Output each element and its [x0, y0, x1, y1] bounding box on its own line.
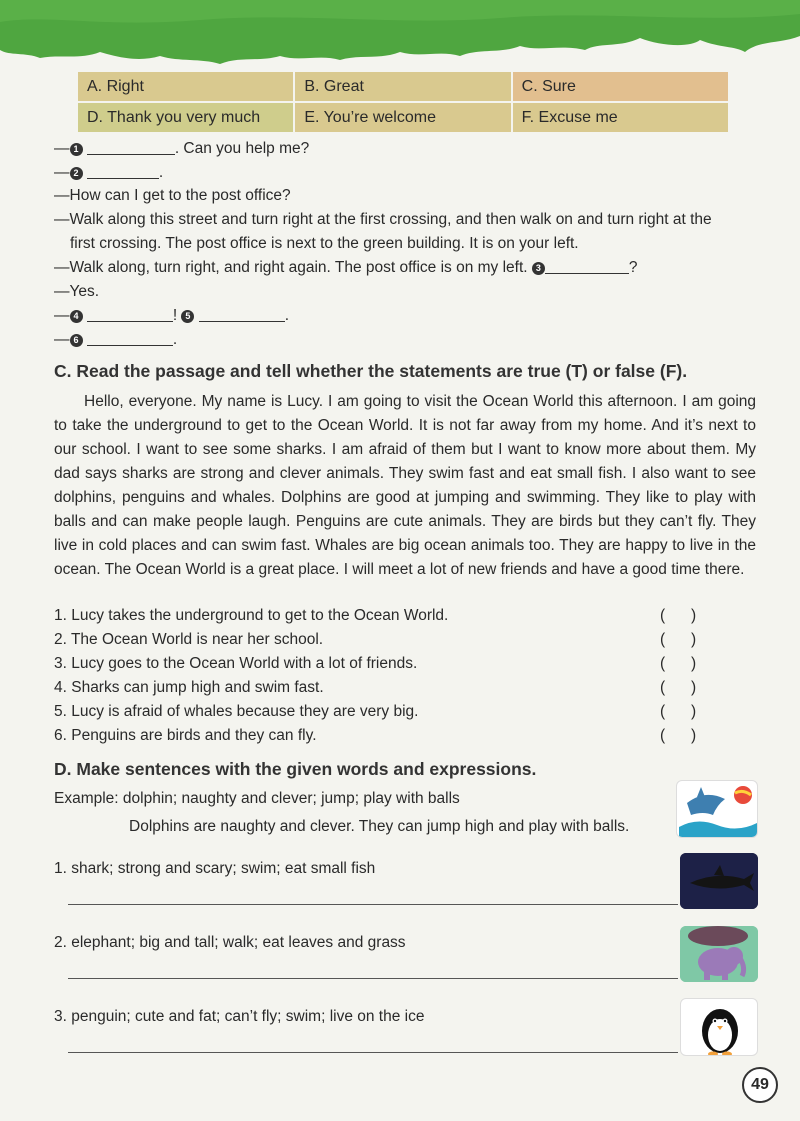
- dialogue-line-7: — 4 ! 5 .: [54, 307, 290, 324]
- page-number: 49: [742, 1067, 778, 1103]
- section-c-heading: C. Read the passage and tell whether the statements are true (T) or false (F).: [54, 361, 688, 381]
- answer-line-3[interactable]: [68, 1052, 678, 1053]
- number-3-icon: 3: [532, 262, 545, 275]
- option-e: E. You’re welcome: [294, 102, 511, 133]
- dolphin-picture: [676, 780, 758, 838]
- statement-4: 4. Sharks can jump high and swim fast.: [54, 679, 324, 696]
- answer-line-1[interactable]: [68, 904, 678, 905]
- penguin-icon: [681, 999, 758, 1056]
- answer-box-2[interactable]: ( ): [660, 631, 697, 648]
- item-1: 1. shark; strong and scary; swim; eat small fish: [54, 860, 376, 877]
- blank-2[interactable]: [87, 165, 159, 179]
- number-1-icon: 1: [70, 143, 83, 156]
- shark-icon: [680, 853, 758, 909]
- answer-box-4[interactable]: ( ): [660, 679, 697, 696]
- number-6-icon: 6: [70, 334, 83, 347]
- dialogue-line-1: — 1 . Can you help me?: [54, 140, 310, 157]
- item-3: 3. penguin; cute and fat; can’t fly; swim; live on the ice: [54, 1008, 425, 1025]
- reading-passage: Hello, everyone. My name is Lucy. I am going to visit the Ocean World this afternoon. I am going to take the underground to get to the Ocean World. It is not far away from my home. And it’s next to our school. I want to see some sharks. I am afraid of them but I want to know more about them. My dad says sharks are strong and clever animals. They swim fast and eat small fish. I also want to see dolphins, penguins and whales. Dolphins are good at jumping and swimming. They like to play with balls and can make people laugh. Penguins are cute animals. They are birds but they can’t fly. They live in cold places and can swim fast. Whales are big ocean animals too. They are happy to live in the ocean. The Ocean World is a great place. I will meet a lot of new friends and have a good time there.: [54, 393, 756, 578]
- option-f: F. Excuse me: [512, 102, 729, 133]
- shark-picture: [680, 853, 758, 909]
- penguin-picture: [680, 998, 758, 1056]
- dialogue-line-8: — 6 .: [54, 331, 178, 348]
- dialogue-line-2: — 2 .: [54, 164, 164, 181]
- answer-box-5[interactable]: ( ): [660, 703, 697, 720]
- blank-3[interactable]: [545, 260, 629, 274]
- example-cue: Example: dolphin; naughty and clever; jump; play with balls: [54, 790, 460, 807]
- answer-line-2[interactable]: [68, 978, 678, 979]
- number-5-icon: 5: [181, 310, 194, 323]
- answer-box-1[interactable]: ( ): [660, 607, 697, 624]
- dialogue-line-4a: —Walk along this street and turn right at the first crossing, and then walk on and turn right at the: [54, 211, 712, 228]
- green-banner: [0, 0, 800, 70]
- section-d-heading: D. Make sentences with the given words and expressions.: [54, 759, 537, 779]
- option-c: C. Sure: [512, 71, 729, 102]
- answer-box-3[interactable]: ( ): [660, 655, 697, 672]
- elephant-picture: [680, 926, 758, 982]
- blank-6[interactable]: [87, 332, 173, 346]
- option-b: B. Great: [294, 71, 511, 102]
- option-d: D. Thank you very much: [77, 102, 294, 133]
- answer-options-table: [76, 70, 730, 134]
- item-2: 2. elephant; big and tall; walk; eat leaves and grass: [54, 934, 406, 951]
- dialogue-line-6: —Yes.: [54, 283, 100, 300]
- statement-6: 6. Penguins are birds and they can fly.: [54, 727, 317, 744]
- dialogue-line-4b: first crossing. The post office is next to the green building. It is on your left.: [70, 235, 579, 252]
- dolphin-icon: [677, 781, 758, 838]
- statement-3: 3. Lucy goes to the Ocean World with a lot of friends.: [54, 655, 418, 672]
- number-4-icon: 4: [70, 310, 83, 323]
- dialogue-line-5: —Walk along, turn right, and right again. The post office is on my left. 3 ?: [54, 259, 638, 276]
- elephant-icon: [680, 926, 758, 982]
- blank-1[interactable]: [87, 141, 175, 155]
- statement-5: 5. Lucy is afraid of whales because they are very big.: [54, 703, 419, 720]
- example-answer: Dolphins are naughty and clever. They can jump high and play with balls.: [129, 818, 630, 835]
- answer-box-6[interactable]: ( ): [660, 727, 697, 744]
- option-a: A. Right: [77, 71, 294, 102]
- statement-2: 2. The Ocean World is near her school.: [54, 631, 324, 648]
- blank-5[interactable]: [199, 308, 285, 322]
- number-2-icon: 2: [70, 167, 83, 180]
- blank-4[interactable]: [87, 308, 173, 322]
- dialogue-line-3: —How can I get to the post office?: [54, 187, 291, 204]
- statement-1: 1. Lucy takes the underground to get to the Ocean World.: [54, 607, 449, 624]
